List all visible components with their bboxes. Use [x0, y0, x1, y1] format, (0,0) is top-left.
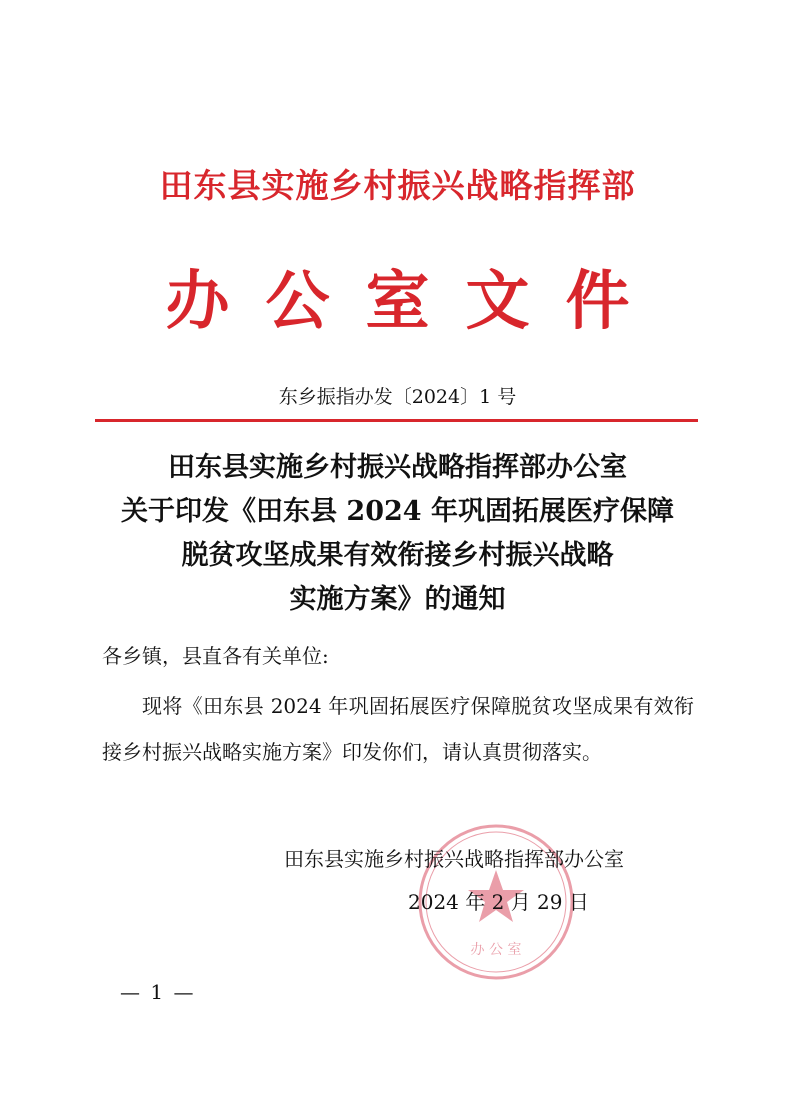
title-line-4: 实施方案》的通知 — [289, 584, 506, 615]
document-type-header: 办公室文件 — [165, 264, 666, 339]
page-number: — 1 — — [120, 980, 196, 1004]
title-line-1: 田东县实施乡村振兴战略指挥部办公室 — [168, 452, 627, 483]
red-separator-line — [95, 419, 698, 422]
body-paragraph: 现将《田东县 2024 年巩固拓展医疗保障脱贫攻坚成果有效衔接乡村振兴战略实施方案》印发你们，请认真贯彻落实。 — [102, 694, 694, 764]
salutation: 各乡镇，县直各有关单位: — [102, 644, 329, 668]
document-number: 东乡振指办发〔2024〕1 号 — [278, 386, 517, 408]
issue-date: 2024 年 2 月 29 日 — [408, 890, 589, 914]
seal-bottom-text: 办 公 室 — [470, 942, 522, 958]
document-title — [0, 446, 795, 622]
title-line-2: 关于印发《田东县 2024 年巩固拓展医疗保障 — [121, 496, 674, 527]
signature-issuer: 田东县实施乡村振兴战略指挥部办公室 — [284, 847, 624, 871]
title-line-3: 脱贫攻坚成果有效衔接乡村振兴战略 — [181, 540, 614, 571]
issuer-header: 田东县实施乡村振兴战略指挥部 — [159, 166, 636, 205]
